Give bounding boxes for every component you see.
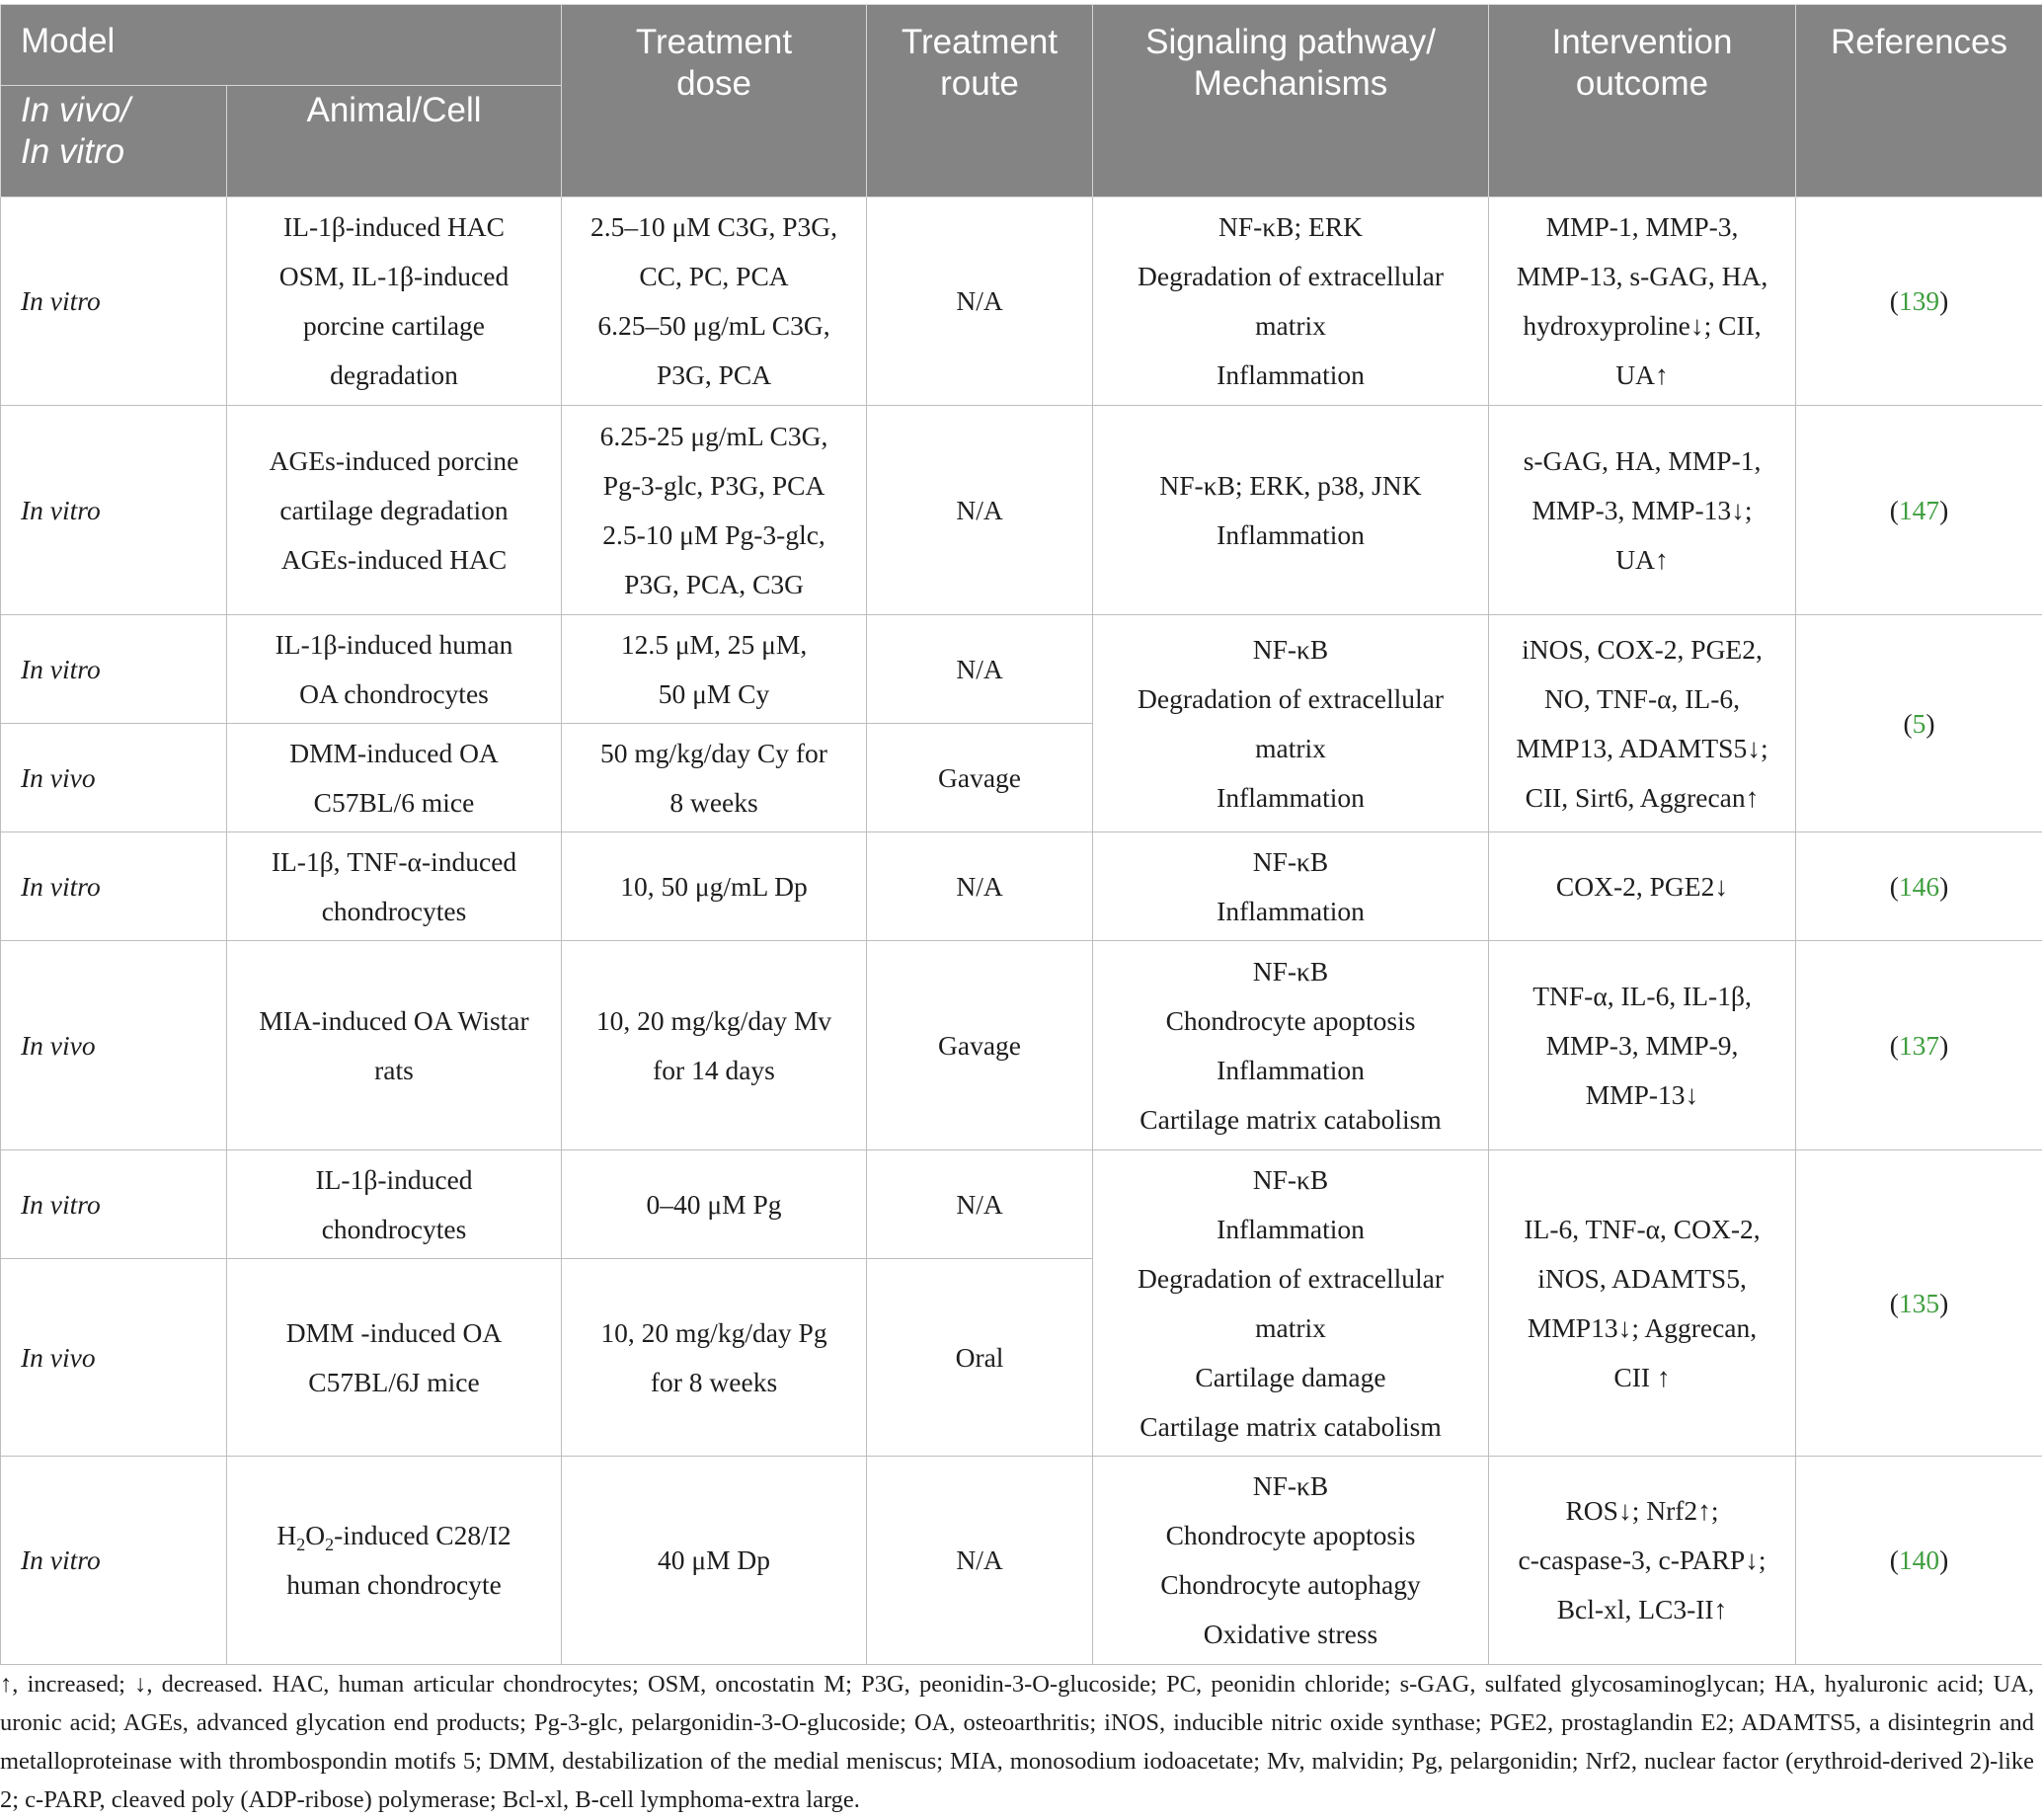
table-body <box>1 198 2042 1665</box>
outcome-line: MMP13, ADAMTS5↓; <box>1516 732 1768 763</box>
model-cell: In vitro <box>1 1457 227 1665</box>
table-row <box>1 615 2042 724</box>
dose-line: 10, 20 mg/kg/day Mv <box>595 1004 832 1036</box>
dose-cell <box>562 615 867 724</box>
dose-line: P3G, PCA, C3G <box>624 568 804 599</box>
outcome-cell <box>1489 941 1796 1150</box>
route-cell: Oral <box>867 1259 1093 1457</box>
mechanism-line: Inflammation <box>1217 895 1365 926</box>
dose-cell <box>562 941 867 1150</box>
dose-line: 2.5-10 μM Pg-3-glc, <box>602 518 825 550</box>
dose-cell <box>562 198 867 406</box>
mechanism-line: matrix <box>1255 732 1326 763</box>
outcome-line: UA↑ <box>1615 359 1669 390</box>
outcome-line: hydroxyproline↓; CII, <box>1523 310 1762 341</box>
outcome-line: IL-6, TNF-α, COX-2, <box>1524 1213 1761 1244</box>
outcome-line: MMP-1, MMP-3, <box>1545 211 1739 242</box>
outcome-line: MMP-13↓ <box>1585 1078 1699 1110</box>
header-signaling-pathway <box>1093 5 1489 198</box>
dose-line: 0–40 μM Pg <box>646 1188 782 1220</box>
animal-cell-line: IL-1β, TNF-α-induced <box>271 845 517 877</box>
mechanism-line: Chondrocyte apoptosis <box>1165 1004 1416 1036</box>
animal-cell-line: porcine cartilage <box>303 310 485 341</box>
dose-line: 6.25-25 μg/mL C3G, <box>599 420 828 451</box>
mechanism-cell <box>1093 615 1489 832</box>
mechanism-cell <box>1093 832 1489 941</box>
reference-link[interactable]: 137 <box>1898 1029 1940 1061</box>
table-row <box>1 832 2042 941</box>
outcome-cell <box>1489 1457 1796 1665</box>
animal-cell-line: IL-1β-induced human <box>275 628 513 660</box>
mechanism-line: NF-κB; ERK, p38, JNK <box>1159 469 1422 501</box>
outcome-line: iNOS, COX-2, PGE2, <box>1522 633 1763 665</box>
header-references: References <box>1796 5 2042 198</box>
mechanism-line: Degradation of extracellular <box>1138 261 1444 291</box>
table-row <box>1 941 2042 1150</box>
table-header <box>1 5 2042 198</box>
dose-line: Pg-3-glc, P3G, PCA <box>602 469 825 501</box>
data-table <box>0 4 2042 1665</box>
model-cell: In vivo <box>1 724 227 832</box>
outcome-line: UA↑ <box>1615 543 1669 575</box>
route-cell: N/A <box>867 615 1093 724</box>
mechanism-line: NF-κB <box>1252 1470 1329 1501</box>
header-outcome-line1: Intervention <box>1551 23 1733 61</box>
animal-cell-line: degradation <box>330 359 458 390</box>
mechanism-line: NF-κB <box>1252 1163 1329 1195</box>
animal-cell-line: human chondrocyte <box>286 1569 502 1600</box>
mechanism-line: matrix <box>1255 1311 1326 1343</box>
reference-link[interactable]: 5 <box>1912 707 1926 739</box>
table-row <box>1 1150 2042 1259</box>
mechanism-line: Degradation of extracellular <box>1138 682 1444 714</box>
mechanism-line: Cartilage damage <box>1195 1361 1386 1392</box>
mechanism-line: Inflammation <box>1217 781 1365 813</box>
mechanism-line: Cartilage matrix catabolism <box>1139 1103 1442 1135</box>
mechanism-line: Inflammation <box>1217 359 1365 390</box>
h2o2-post: -induced C28/I2 <box>334 1520 511 1550</box>
header-treatment-route-line2: route <box>940 64 1019 103</box>
model-cell: In vitro <box>1 198 227 406</box>
route-cell: Gavage <box>867 724 1093 832</box>
outcome-cell <box>1489 1150 1796 1457</box>
dose-line: 2.5–10 μM C3G, P3G, <box>589 211 838 242</box>
animal-cell <box>227 1150 562 1259</box>
dose-line: 6.25–50 μg/mL C3G, <box>597 310 830 341</box>
outcome-line: s-GAG, HA, MMP-1, <box>1523 444 1762 476</box>
dose-cell <box>562 1150 867 1259</box>
animal-cell <box>227 615 562 724</box>
header-intervention-outcome <box>1489 5 1796 198</box>
reference-cell: (135) <box>1796 1150 2042 1457</box>
outcome-cell <box>1489 615 1796 832</box>
reference-cell: (139) <box>1796 198 2042 406</box>
outcome-line: CII ↑ <box>1613 1361 1671 1392</box>
h2o2-sub1: 2 <box>296 1535 306 1554</box>
mechanism-line: Degradation of extracellular <box>1138 1262 1444 1294</box>
animal-cell-line: IL-1β-induced <box>315 1163 473 1195</box>
dose-cell <box>562 724 867 832</box>
outcome-cell <box>1489 406 1796 615</box>
mechanism-line: Inflammation <box>1217 1054 1365 1085</box>
dose-line: 12.5 μM, 25 μM, <box>620 628 808 660</box>
mechanism-line: NF-κB; ERK <box>1218 211 1364 242</box>
animal-cell-line: C57BL/6 mice <box>313 786 475 818</box>
animal-cell-line: DMM-induced OA <box>289 737 499 768</box>
reference-link[interactable]: 140 <box>1898 1544 1940 1575</box>
dose-line: 50 μM Cy <box>658 677 770 709</box>
reference-link[interactable]: 146 <box>1898 870 1940 902</box>
mechanism-cell <box>1093 406 1489 615</box>
animal-cell <box>227 1259 562 1457</box>
mechanism-cell <box>1093 1457 1489 1665</box>
outcome-line: iNOS, ADAMTS5, <box>1537 1262 1747 1294</box>
animal-cell-line: MIA-induced OA Wistar <box>259 1004 529 1036</box>
animal-cell <box>227 724 562 832</box>
reference-link[interactable]: 135 <box>1898 1287 1940 1318</box>
h2o2-o: O <box>305 1520 326 1550</box>
outcome-line: TNF-α, IL-6, IL-1β, <box>1532 980 1752 1011</box>
reference-cell: (147) <box>1796 406 2042 615</box>
header-treatment-route-line1: Treatment <box>901 23 1059 61</box>
mechanism-line: NF-κB <box>1252 633 1329 665</box>
animal-cell-line: AGEs-induced porcine <box>269 444 519 476</box>
outcome-line: NO, TNF-α, IL-6, <box>1544 682 1740 714</box>
animal-cell-line: OA chondrocytes <box>299 677 489 709</box>
mechanism-cell <box>1093 1150 1489 1457</box>
animal-cell-line: IL-1β-induced HAC <box>283 211 506 242</box>
animal-cell <box>227 406 562 615</box>
mechanism-line: Oxidative stress <box>1203 1619 1378 1649</box>
animal-cell-line <box>235 1511 553 1560</box>
outcome-line: ROS↓; Nrf2↑; <box>1565 1495 1719 1526</box>
h2o2-h: H <box>276 1520 297 1550</box>
header-outcome-line2: outcome <box>1575 64 1709 103</box>
h2o2-sub2: 2 <box>325 1535 335 1554</box>
mechanism-cell <box>1093 941 1489 1150</box>
dose-line: 40 μM Dp <box>657 1544 771 1575</box>
header-treatment-route <box>867 5 1093 198</box>
animal-cell-line: OSM, IL-1β-induced <box>278 261 510 291</box>
animal-cell <box>227 198 562 406</box>
model-cell: In vivo <box>1 941 227 1150</box>
animal-cell-line: chondrocytes <box>321 895 467 926</box>
table-container <box>0 4 2042 1665</box>
dose-cell <box>562 1259 867 1457</box>
mechanism-line: Chondrocyte autophagy <box>1160 1569 1421 1600</box>
mechanism-line: NF-κB <box>1252 845 1329 877</box>
header-signaling-line1: Signaling pathway/ <box>1145 23 1436 61</box>
animal-cell-line: rats <box>374 1054 414 1085</box>
dose-line: 50 mg/kg/day Cy for <box>600 737 827 768</box>
dose-cell <box>562 832 867 941</box>
dose-line: 10, 50 μg/mL Dp <box>620 870 808 902</box>
reference-cell: (137) <box>1796 941 2042 1150</box>
animal-cell-line: cartilage degradation <box>279 494 509 525</box>
header-in-vivo-line: In vivo/ <box>21 91 130 129</box>
dose-line: P3G, PCA <box>656 359 772 390</box>
animal-cell <box>227 941 562 1150</box>
route-cell: Gavage <box>867 941 1093 1150</box>
animal-cell-line: AGEs-induced HAC <box>280 543 508 575</box>
mechanism-line: NF-κB <box>1252 955 1329 987</box>
table-footnote: ↑, increased; ↓, decreased. HAC, human articular chondrocytes; OSM, oncostatin M; P3G, peonidin-3-O-glucoside; PC, peonidin chloride; s-GAG, sulfated glycosaminoglycan; HA, hyaluronic acid; UA, uronic acid; AGEs, advanced glycation end products; Pg-3-glc, pelargonidin-3-O-glucoside; OA, osteoarthritis; iNOS, inducible nitric oxide synthase; PGE2, prostaglandin E2; ADAMTS5, a disintegrin and metalloproteinase with thrombospondin motifs 5; DMM, destabilization of the medial meniscus; MIA, monosodium iodoacetate; Mv, malvidin; Pg, pelargonidin; Nrf2, nuclear factor (erythroid-derived 2)-like 2; c-PARP, cleaved poly (ADP-ribose) polymerase; Bcl-xl, B-cell lymphoma-extra large. <box>0 1671 2034 1813</box>
outcome-cell <box>1489 198 1796 406</box>
dose-line: 8 weeks <box>669 786 758 818</box>
dose-line: 10, 20 mg/kg/day Pg <box>600 1316 827 1348</box>
outcome-cell <box>1489 832 1796 941</box>
header-in-vivo-in-vitro <box>1 86 227 198</box>
route-cell: N/A <box>867 832 1093 941</box>
reference-link[interactable]: 147 <box>1898 494 1940 525</box>
reference-link[interactable]: 139 <box>1898 285 1940 316</box>
mechanism-line: Inflammation <box>1217 1213 1365 1244</box>
animal-cell-line: DMM -induced OA <box>285 1316 503 1348</box>
model-cell: In vitro <box>1 1150 227 1259</box>
outcome-line: MMP13↓; Aggrecan, <box>1527 1311 1758 1343</box>
outcome-line: MMP-13, s-GAG, HA, <box>1516 261 1768 291</box>
reference-cell: (5) <box>1796 615 2042 832</box>
outcome-line: MMP-3, MMP-9, <box>1545 1029 1739 1061</box>
outcome-line: Bcl-xl, LC3-II↑ <box>1556 1594 1728 1624</box>
dose-line: for 8 weeks <box>650 1366 778 1397</box>
dose-cell <box>562 1457 867 1665</box>
header-in-vitro-line: In vitro <box>21 132 125 171</box>
route-cell: N/A <box>867 1457 1093 1665</box>
mechanism-line: matrix <box>1255 310 1326 341</box>
header-animal-cell: Animal/Cell <box>227 86 562 198</box>
animal-cell <box>227 1457 562 1665</box>
animal-cell <box>227 832 562 941</box>
animal-cell-line: C57BL/6J mice <box>308 1366 480 1397</box>
outcome-line: CII, Sirt6, Aggrecan↑ <box>1525 781 1760 813</box>
header-model: Model <box>1 5 562 86</box>
mechanism-line: Inflammation <box>1217 518 1365 550</box>
animal-cell-line: chondrocytes <box>321 1213 467 1244</box>
outcome-line: c-caspase-3, c-PARP↓; <box>1518 1544 1767 1575</box>
dose-line: for 14 days <box>653 1054 775 1085</box>
header-signaling-line2: Mechanisms <box>1193 64 1388 103</box>
header-treatment-dose-line1: Treatment <box>635 23 793 61</box>
model-cell: In vitro <box>1 832 227 941</box>
header-treatment-dose <box>562 5 867 198</box>
outcome-line: COX-2, PGE2↓ <box>1555 870 1729 902</box>
reference-cell: (140) <box>1796 1457 2042 1665</box>
table-row <box>1 406 2042 615</box>
model-cell: In vitro <box>1 406 227 615</box>
table-row <box>1 1457 2042 1665</box>
model-cell: In vitro <box>1 615 227 724</box>
header-treatment-dose-line2: dose <box>676 64 751 103</box>
outcome-line: MMP-3, MMP-13↓; <box>1532 494 1753 525</box>
route-cell: N/A <box>867 198 1093 406</box>
table-row <box>1 198 2042 406</box>
mechanism-cell <box>1093 198 1489 406</box>
mechanism-line: Cartilage matrix catabolism <box>1139 1410 1442 1442</box>
route-cell: N/A <box>867 406 1093 615</box>
dose-cell <box>562 406 867 615</box>
route-cell: N/A <box>867 1150 1093 1259</box>
model-cell: In vivo <box>1 1259 227 1457</box>
mechanism-line: Chondrocyte apoptosis <box>1165 1520 1416 1550</box>
reference-cell: (146) <box>1796 832 2042 941</box>
dose-line: CC, PC, PCA <box>639 261 789 291</box>
